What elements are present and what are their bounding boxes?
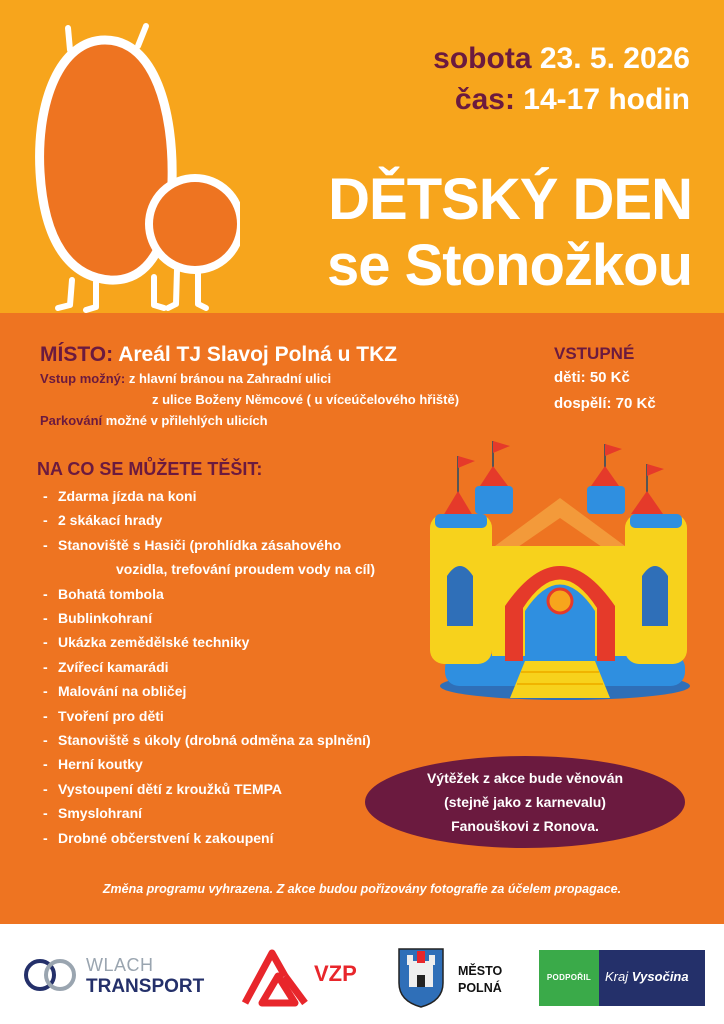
bouncy-castle-icon [425, 436, 695, 706]
list-item: - Malování na obličej [37, 679, 375, 703]
charity-note: Výtěžek z akce bude věnován (stejně jako z karnevalu) Fanouškovi z Ronova. [365, 756, 685, 848]
vzp-logo: VZP [240, 948, 375, 1008]
parking-row: Parkování možné v přilehlých ulicích [40, 413, 268, 428]
event-date: sobota 23. 5. 2026 [433, 42, 690, 75]
program-list [37, 457, 375, 850]
list-item: - Zdarma jízda na koni [37, 484, 375, 508]
admission-prices [554, 342, 656, 417]
list-item: - Zvířecí kamarádi [37, 655, 375, 679]
list-item: - Bohatá tombola [37, 582, 375, 606]
list-item: - Stanoviště s úkoly (drobná odměna za splnění) [37, 728, 375, 752]
program-heading: NA CO SE MŮŽETE TĚŠIT: [37, 459, 263, 479]
list-item: - 2 skákací hrady [37, 508, 375, 532]
event-title: DĚTSKÝ DEN se Stonožkou [326, 167, 692, 298]
list-item: - Bublinkohraní [37, 606, 375, 630]
list-item: - Ukázka zemědělské techniky [37, 630, 375, 654]
centipede-mascot-icon [30, 22, 240, 313]
price-children: děti: 50 Kč [554, 369, 630, 386]
mesto-polna-logo: MĚSTO POLNÁ [395, 945, 525, 1009]
vzp-triangle-icon [240, 948, 310, 1008]
list-item: - Drobné občerstvení k zakoupení [37, 826, 375, 850]
wlach-transport-logo: WLACH TRANSPORT [22, 955, 232, 1005]
prices-heading: VSTUPNÉ [554, 344, 635, 363]
place-heading: MÍSTO: Areál TJ Slavoj Polná u TKZ [40, 343, 398, 366]
entry-row: Vstup možný: z hlavní bránou na Zahradní ulici [40, 371, 332, 386]
event-time: čas: 14-17 hodin [454, 83, 690, 116]
list-item: - Vystoupení dětí z kroužků TEMPA [37, 777, 375, 801]
list-item: - Smyslohraní [37, 801, 375, 825]
place-info [40, 342, 459, 431]
date-time [433, 38, 690, 120]
list-item: - Herní koutky [37, 752, 375, 776]
list-item: - Stanoviště s Hasiči (prohlídka zásahového vozidla, trefování proudem vody na cíl) [37, 533, 375, 582]
kraj-vysocina-logo: PODPOŘIL Kraj Vysočina [539, 950, 705, 1006]
header-band [0, 0, 724, 313]
price-adults: dospělí: 70 Kč [554, 395, 656, 412]
disclaimer: Změna programu vyhrazena. Z akce budou pořizovány fotografie za účelem propagace. [102, 882, 622, 896]
polna-coat-of-arms-icon [395, 945, 447, 1009]
entry-row-2: z ulice Boženy Němcové ( u víceúčelového hřiště) [152, 392, 460, 407]
list-item: - Tvoření pro děti [37, 704, 375, 728]
wlach-rings-icon [22, 955, 82, 995]
